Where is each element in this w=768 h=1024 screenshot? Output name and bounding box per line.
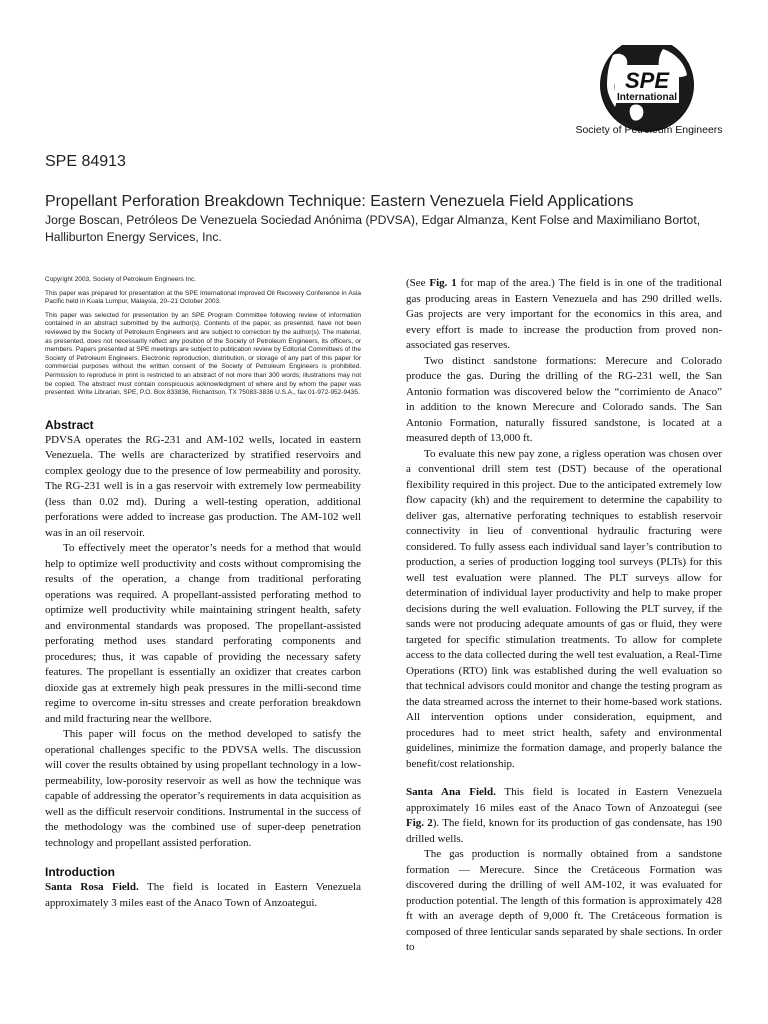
santa-rosa-run-in-heading: Santa Rosa Field. (45, 881, 139, 894)
abstract-heading: Abstract (45, 417, 94, 432)
santa-ana-paragraph (406, 785, 722, 847)
right-column (406, 276, 722, 956)
logo-tagline: Society of Petroleum Engineers (575, 124, 723, 136)
fig-1-ref: Fig. 1 (429, 277, 457, 289)
left-column (45, 276, 361, 911)
body-paragraph: To evaluate this new pay zone, a rigless operation was chosen over a conventional drill stem test (DST) because of the operational flexibility required in this project. Due to the anticipated extremely low flow capacity (kh) and the requirement to determine the capability to deliver gas, alternative perforating techniques to establish reservoir connectivity in lieu of conventional hydraulic fracturing were considered. To fully assess each individual sand layer’s contribution to production, a series of production logging tool surveys (PLTs) for this well test evaluation were planned. The PLT surveys allow for determination of individual layer productivity and help to make proper decisions during the well evaluation. Following the PLT survey, if the sands were not producing adequate amounts of gas or fluid, they were targeted for specific stimulation treatments. To allow for complete access to the data collected during the well test evaluation, a Real-Time Operations (RTO) link was established during the well evaluation so that technical advisors could monitor and change the testing program as the data streamed across the internet to their home-based work stations. All intervention options under consideration, equipment, and procedures had to meet strict health, safety and environmental guidelines, minimize the formation damage, and properly balance the benefit/cost relationship. (406, 447, 722, 770)
abstract-paragraph: PDVSA operates the RG-231 and AM-102 wells, located in eastern Venezuela. The wells are characterized by stratified reservoirs and complex geology due to the presence of low permeability and porosity. The RG-231 well is in a gas reservoir with extremely low permeability (less than 0.02 md). During a well-testing operation, additional perforations were added to increase gas production. The AM-102 well was in an oil reservoir. (45, 433, 361, 539)
body-paragraph (406, 276, 722, 354)
santa-ana-run-in-heading: Santa Ana Field. (406, 786, 496, 798)
body-paragraph: The gas production is normally obtained from a sandstone formation — Merecure. Since the Cretáceous Formation was discovered during the drilling of well AM-102, it was evaluated for production potential. The length of this formation is approximately 428 ft with an average depth of 9,000 ft. The Cretáceous formation is composed of three lenticular sands separated by shale sections. In order to (406, 848, 722, 953)
santa-rosa-paragraph (45, 880, 361, 911)
santa-rosa-text: The field is located in Eastern Venezuela approximately 3 miles east of the Anaco Town of Anzoategui. (45, 881, 361, 909)
abstract-paragraph: This paper will focus on the method developed to satisfy the operational challenges specific to the PDVSA wells. The discussion will cover the results obtained by using propellant technology in a low-permeability, low-porosity reservoir as well as how the technique was capable of addressing the operator’s requirements in data acquisition as well as the difficult reservoir conditions. Instrumental in the success of the methodology was the combined use of super-deep penetration technology and propellant assisted perforation. (45, 728, 361, 849)
paper-title: Propellant Perforation Breakdown Technique: Eastern Venezuela Field Applications (45, 193, 634, 210)
paper-number: SPE 84913 (45, 153, 126, 170)
spe-subtitle: International (616, 92, 678, 103)
copyright-line: Copyright 2003, Society of Petroleum Engineers Inc. (45, 276, 197, 283)
spe-wordmark: SPE (624, 68, 670, 93)
paragraph-text: This field is located in Eastern Venezuela approximately 16 miles east of the Anaco Town of Anzoategui (see (406, 786, 722, 814)
abstract-paragraph: To effectively meet the operator’s needs for a method that would help to optimize well productivity and costs without compromising the results of the operation, a change from traditional perforating operations was required. A propellant-assisted perforating method to optimize well productivity while maintaining stringent health, safety and environmental standards was proposed. The propellant-assisted perforating method uses standard perforating components and procedures; thus, it was capable of providing the necessary safety features. The propellant is essentially an oxidizer that creates carbon dioxide gas at extremely high peak pressures in the milli-second time regime to overcome in-situ stresses and create perforation breakdown and mild fracturing near the wellbore. (45, 542, 361, 725)
introduction-heading: Introduction (45, 865, 115, 880)
paragraph-text: for map of the area.) The field is in one of the traditional gas producing areas in Eastern Venezuela and has 290 drilled wells. Gas projects are very important for the economics in this area, and every effort is made to increase the production from proved non-associated gas reserves. (406, 277, 722, 351)
paragraph-text: ). The field, known for its production of gas condensate, has 190 drilled wells. (406, 817, 722, 845)
fig-ref-open: (See (406, 277, 430, 289)
fig-2-ref: Fig. 2 (406, 817, 433, 829)
authors-line: Jorge Boscan, Petróleos De Venezuela Sociedad Anónima (PDVSA), Edgar Almanza, Kent Folse and Maximiliano Bortot, Halliburton Energy Services, Inc. (45, 213, 701, 244)
body-paragraph: Two distinct sandstone formations: Merecure and Colorado produce the gas. During the drilling of the RG-231 well, the San Antonio formation was discovered below the “corrimiento de Anaco” in addition to the known Merecure and Colorado sands. The San Antonio Formation, naturally fissured sandstone, is located at a measured depth of 13,000 ft. (406, 354, 722, 444)
presentation-note: This paper was prepared for presentation at the SPE International Improved Oil Recovery Conference in Asia Pacific held in Kuala Lumpur, Malaysia, 20–21 October 2003. (45, 289, 361, 306)
copyright-notice: This paper was selected for presentation by an SPE Program Committee following review of information contained in an abstract submitted by the author(s). Contents of the paper, as presented, have not been reviewed by the Society of Petroleum Engineers and are subject to correction by the author(s). The material, as presented, does not necessarily reflect any position of the Society of Petroleum Engineers, its officers, or members. Papers presented at SPE meetings are subject to publication review by Editorial Committees of the Society of Petroleum Engineers. Electronic reproduction, distribution, or storage of any part of this paper for commercial purposes without the written consent of the Society of Petroleum Engineers is prohibited. Permission to reproduce in print is restricted to an abstract of not more than 300 words; illustrations may not be copied. The abstract must contain conspicuous acknowledgment of where and by whom the paper was presented. Write Librarian, SPE, P.O. Box 833836, Richardson, TX 75083-3836 U.S.A., fax 01-972-952-9435. (45, 311, 361, 397)
